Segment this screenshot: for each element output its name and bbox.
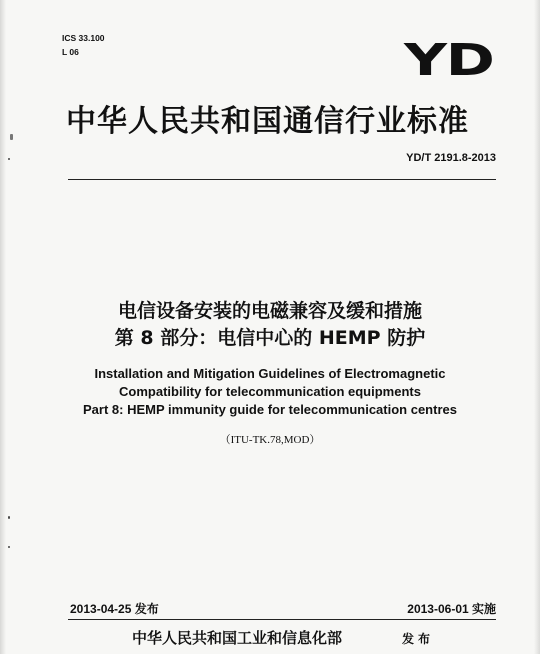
- publish-label: 发布: [402, 632, 435, 646]
- title-english-line-1: Installation and Mitigation Guidelines of Electromagnetic: [94, 366, 446, 381]
- scan-speck: [8, 546, 10, 548]
- classification-code: L 06: [62, 47, 79, 57]
- publisher: 中华人民共和国工业和信息化部: [132, 629, 343, 647]
- title-chinese-line-2: 第 8 部分：电信中心的 HEMP 防护: [114, 327, 426, 349]
- modification-note: （ITU-TK.78,MOD）: [219, 434, 321, 446]
- standard-number: YD/T 2191.8-2013: [406, 152, 496, 164]
- bottom-divider: [68, 619, 496, 620]
- yd-logo-text: YD: [404, 35, 494, 86]
- title-english-line-3: Part 8: HEMP immunity guide for telecommunication centres: [83, 402, 457, 417]
- scan-speck: [8, 158, 10, 160]
- ics-code: ICS 33.100: [62, 33, 105, 43]
- title-chinese-line-1: 电信设备安装的电磁兼容及缓和措施: [117, 300, 422, 322]
- issue-date: 2013-04-25 发布: [70, 602, 159, 616]
- implementation-date: 2013-06-01 实施: [407, 602, 496, 616]
- scan-speck: [8, 516, 10, 519]
- scan-speck: [10, 134, 13, 140]
- yd-logo: [404, 35, 494, 86]
- title-english-line-2: Compatibility for telecommunication equipments: [119, 384, 421, 399]
- standard-organization-title: 中华人民共和国通信行业标准: [66, 104, 469, 139]
- top-divider: [68, 179, 496, 180]
